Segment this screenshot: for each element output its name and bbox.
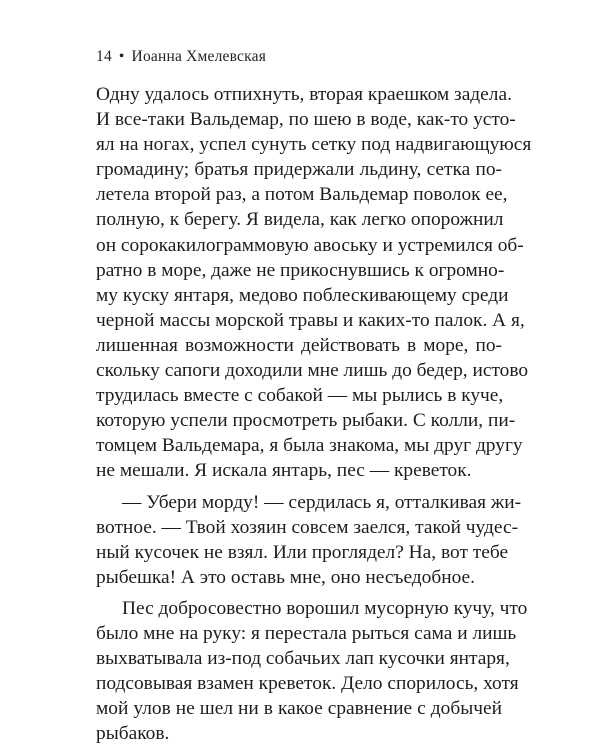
text-line: лишенная возможности действовать в море, по- <box>96 334 502 356</box>
text-line: рыбешка! А это оставь мне, оно несъедобное. <box>96 566 475 588</box>
text-line: подсовывая взамен креветок. Дело спорилось, хотя <box>96 673 519 695</box>
paragraph <box>96 596 528 747</box>
text-line: му куску янтаря, медово поблескивающему среди <box>96 284 509 306</box>
author-name: Иоанна Хмелевская <box>131 48 267 65</box>
text-line: громадину; братья придержали льдину, сетка по- <box>96 159 502 181</box>
text-line: ял на ногах, успел сунуть сетку под надвигающуюся <box>96 134 532 156</box>
text-line: трудилась вместе с собакой — мы рылись в куче, <box>96 385 504 407</box>
text-line: рыбаков. <box>96 723 170 745</box>
text-line: ный кусочек не взял. Или проглядел? На, вот тебе <box>96 541 509 563</box>
text-line: И все-таки Вальдемар, по шею в воде, как-то усто- <box>96 109 516 131</box>
paragraph <box>96 82 532 484</box>
text-line: которую успели просмотреть рыбаки. С колли, пи- <box>96 410 516 432</box>
paragraph <box>96 490 522 590</box>
text-line: Пес добросовестно ворошил мусорную кучу, что <box>122 597 528 619</box>
text-line: черной массы морской травы и каких-то палок. А я, <box>96 309 525 331</box>
text-line: мой улов не шел ни в какое сравнение с добычей <box>96 698 502 720</box>
text-line: полную, к берегу. Я видела, как легко опорожнил <box>96 209 504 231</box>
text-line: — Убери морду! — сердилась я, отталкивая жи- <box>122 491 522 513</box>
body-text <box>96 82 532 746</box>
text-line: не мешали. Я искала янтарь, пес — креветок. <box>96 460 472 482</box>
text-line: вотное. — Твой хозяин совсем заелся, такой чудес- <box>96 516 519 538</box>
text-line: Одну удалось отпихнуть, вторая краешком задела. <box>96 84 512 105</box>
text-line: летела второй раз, а потом Вальдемар поволок ее, <box>96 184 508 206</box>
running-header <box>96 48 266 66</box>
text-line: он сорокакилограммовую авоську и устремился об- <box>96 234 524 256</box>
header-separator: • <box>118 48 125 65</box>
text-line: было мне на руку: я перестала рыться сама и лишь <box>96 622 517 644</box>
page-number: 14 <box>96 48 112 65</box>
text-line: томцем Вальдемара, я была знакома, мы друг другу <box>96 435 523 457</box>
text-line: выхватывала из-под собачьих лап кусочки янтаря, <box>96 648 510 670</box>
text-line: ратно в море, даже не прикоснувшись к огромно- <box>96 259 505 281</box>
text-line: скольку сапоги доходили мне лишь до бедер, истово <box>96 360 529 382</box>
